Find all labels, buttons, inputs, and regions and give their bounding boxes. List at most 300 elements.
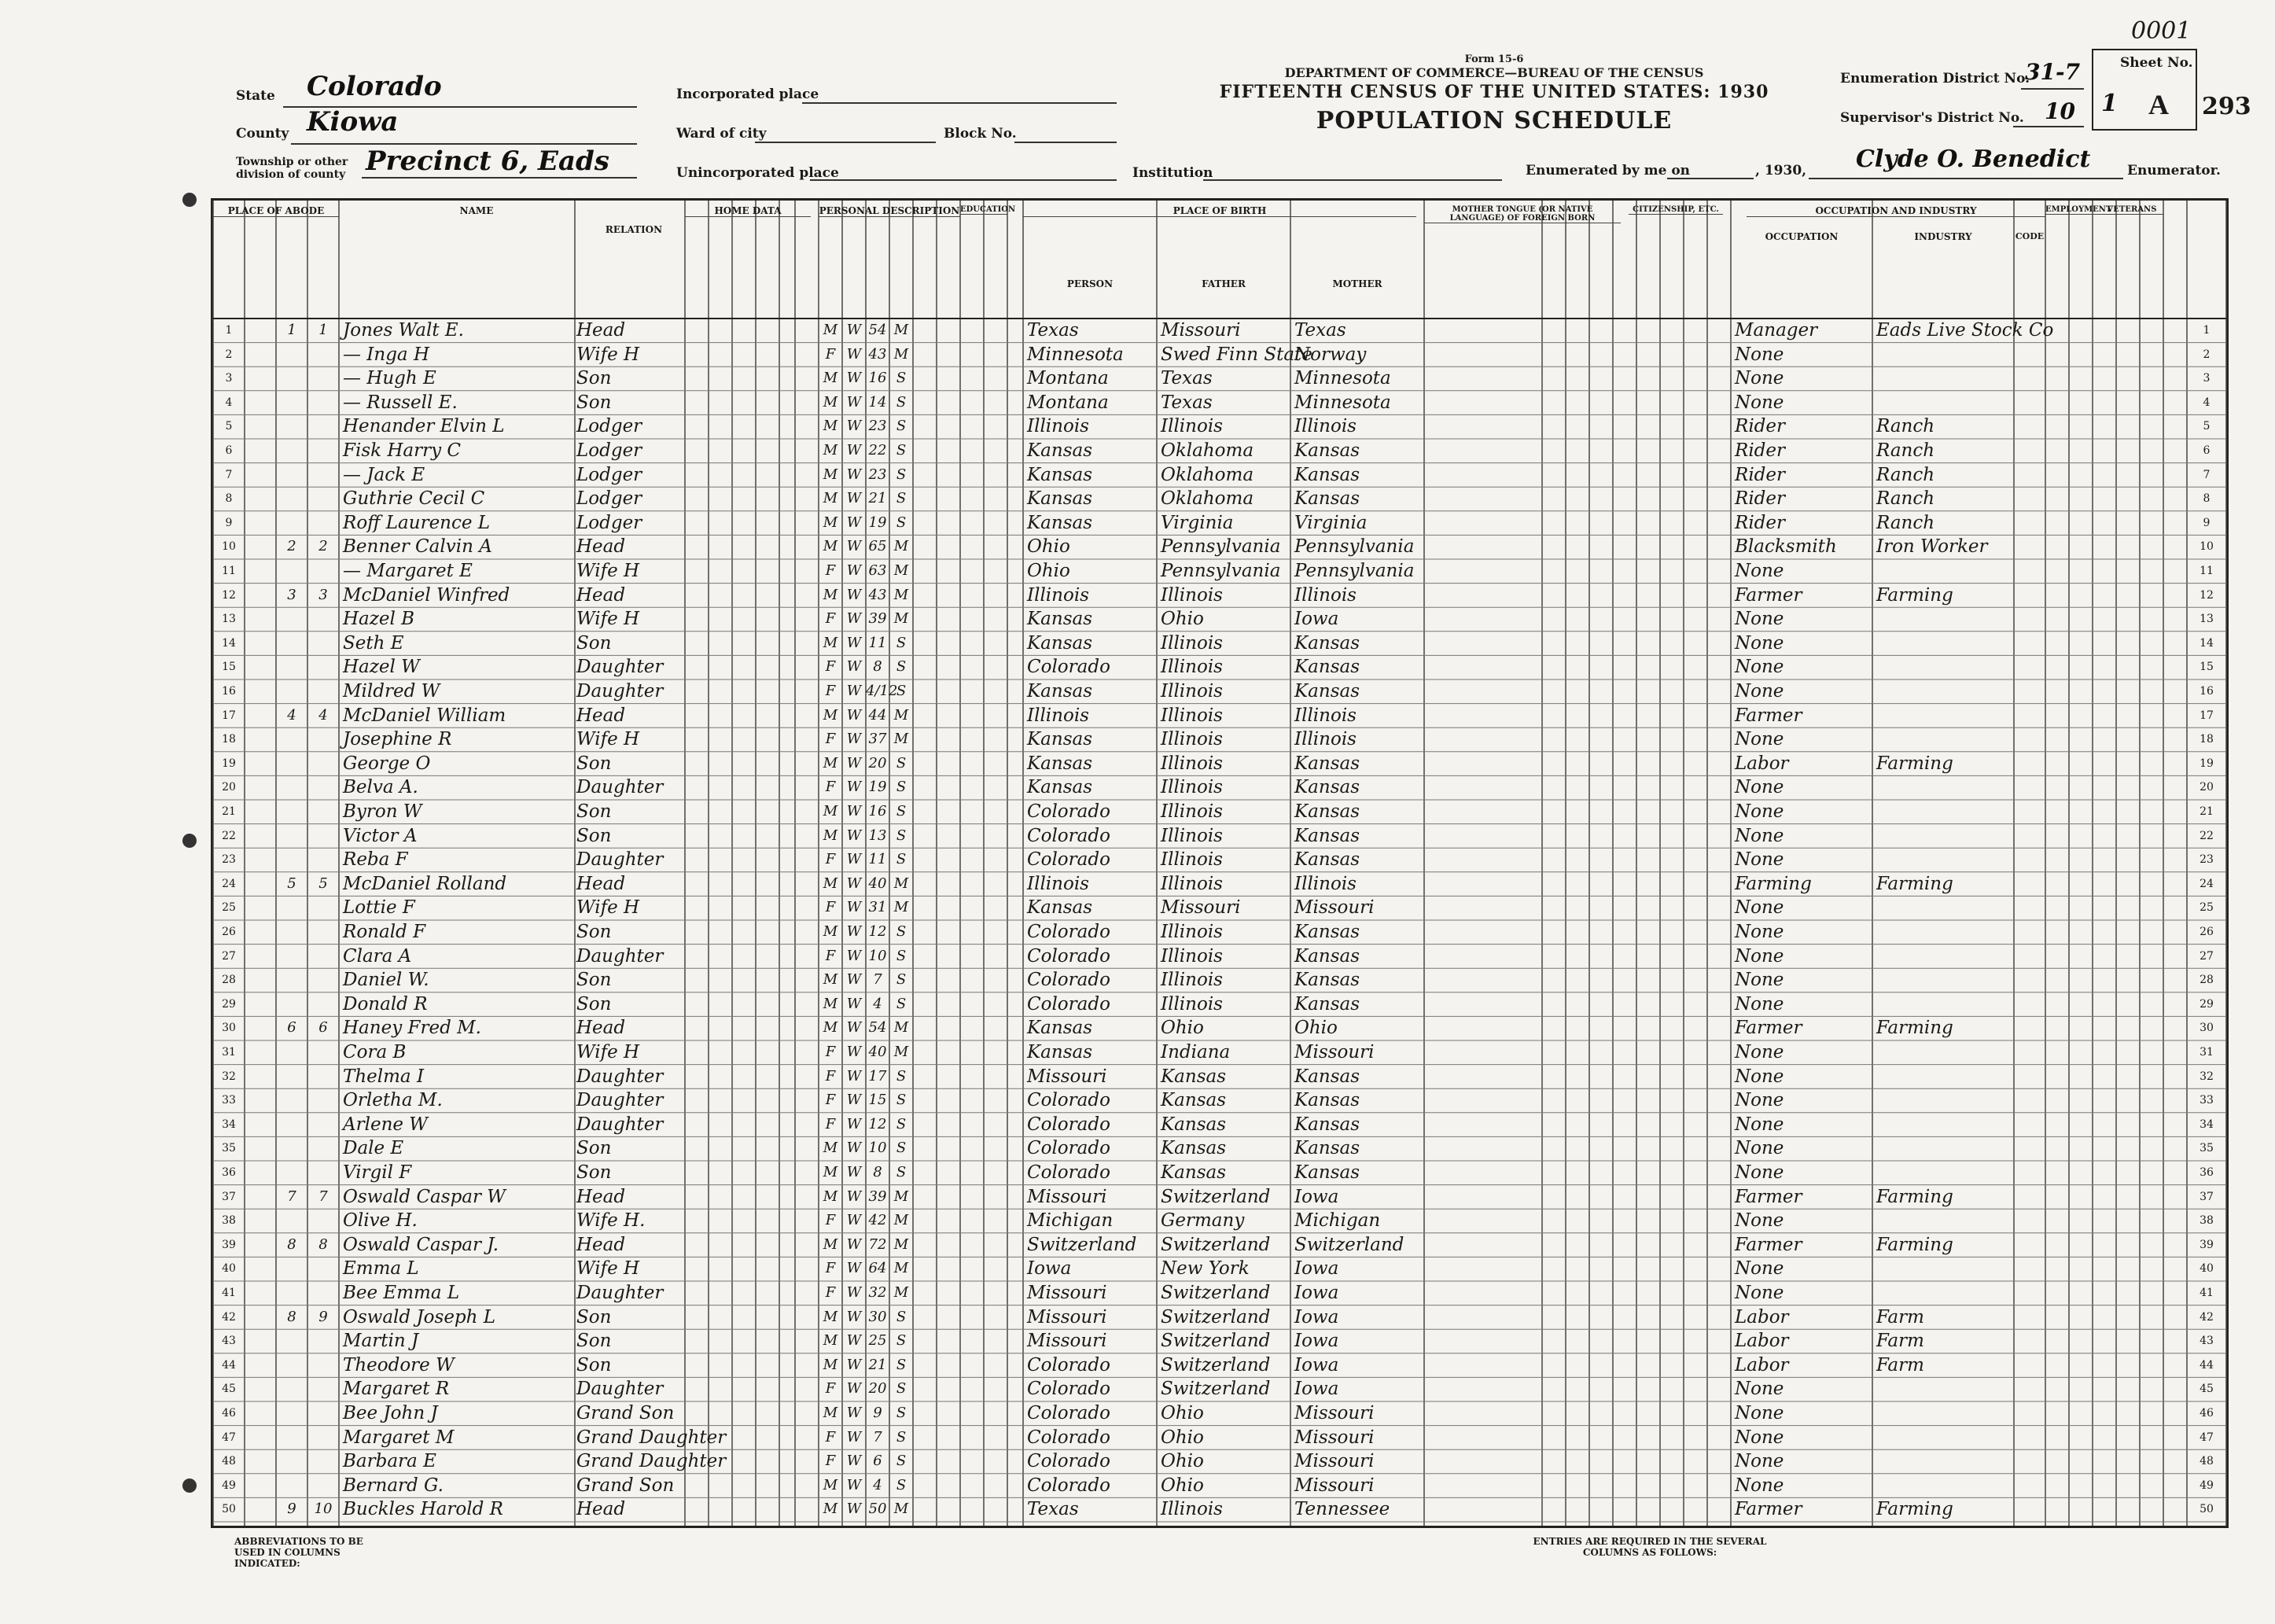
- birthplace-mother: Iowa: [1294, 1306, 1339, 1328]
- marital-status: S: [896, 370, 907, 387]
- occupation: Labor: [1735, 1354, 1789, 1375]
- marital-status: S: [896, 803, 907, 819]
- relation: Grand Daughter: [576, 1451, 727, 1472]
- relation: Head: [576, 320, 626, 341]
- birthplace-father: Illinois: [1161, 584, 1223, 606]
- state-value: Colorado: [307, 71, 442, 102]
- age: 65: [868, 538, 887, 555]
- marital-status: S: [896, 779, 907, 796]
- family-number: 1: [318, 322, 328, 338]
- birthplace-mother: Kansas: [1294, 801, 1360, 822]
- birthplace-father: Illinois: [1161, 993, 1223, 1015]
- marital-status: S: [896, 995, 907, 1012]
- birthplace-person: Texas: [1027, 1499, 1079, 1520]
- age: 4/12: [866, 683, 898, 699]
- person-name: Belva A.: [343, 777, 418, 798]
- marital-status: S: [896, 466, 907, 483]
- age: 50: [868, 1501, 887, 1518]
- marital-status: S: [896, 418, 907, 435]
- punch-hole: [182, 834, 197, 848]
- person-name: Bee Emma L: [343, 1283, 460, 1303]
- sex: F: [825, 1260, 836, 1277]
- stamp-number: 0001: [2131, 17, 2192, 45]
- birthplace-person: Missouri: [1027, 1306, 1107, 1328]
- relation: Head: [576, 536, 626, 558]
- race: W: [846, 538, 862, 555]
- age: 4: [873, 995, 882, 1012]
- row-number-left: 33: [222, 1094, 236, 1107]
- row-number: 10: [2200, 540, 2214, 554]
- row-number: 33: [2200, 1094, 2214, 1107]
- industry: Farm: [1876, 1354, 1924, 1375]
- age: 16: [868, 370, 887, 387]
- sex: M: [823, 1019, 838, 1037]
- race: W: [846, 706, 862, 724]
- race: W: [846, 1501, 862, 1518]
- family-number: 10: [314, 1501, 333, 1518]
- birthplace-mother: Illinois: [1294, 705, 1357, 726]
- race: W: [846, 1260, 862, 1277]
- sex: F: [825, 899, 836, 916]
- industry: Eads Live Stock Co: [1876, 320, 2054, 341]
- age: 64: [868, 1260, 887, 1277]
- race: W: [846, 1188, 862, 1205]
- birthplace-person: Montana: [1027, 392, 1109, 413]
- birthplace-father: Pennsylvania: [1161, 561, 1281, 581]
- relation: Grand Son: [576, 1403, 675, 1423]
- row-number-left: 10: [222, 540, 236, 554]
- occupation: None: [1735, 777, 1784, 798]
- group-birth: PLACE OF BIRTH: [1023, 205, 1416, 217]
- colhead-industry: INDUSTRY: [1914, 231, 1972, 242]
- sex: M: [823, 995, 838, 1012]
- birthplace-mother: Illinois: [1294, 584, 1357, 606]
- birthplace-father: Oklahoma: [1161, 440, 1254, 461]
- relation: Son: [576, 1306, 612, 1328]
- age: 54: [868, 1019, 887, 1037]
- row-number: 36: [2200, 1166, 2214, 1179]
- age: 30: [868, 1308, 887, 1325]
- row-number-left: 50: [222, 1503, 236, 1516]
- family-number: 5: [318, 875, 328, 892]
- relation: Daughter: [576, 1090, 664, 1111]
- dwelling-number: 8: [287, 1308, 296, 1325]
- row-number: 43: [2200, 1335, 2214, 1348]
- birthplace-father: Switzerland: [1161, 1379, 1271, 1400]
- colhead-father: FATHER: [1202, 278, 1246, 289]
- row-number: 6: [2203, 444, 2211, 457]
- marital-status: M: [893, 322, 909, 338]
- birthplace-person: Texas: [1027, 320, 1079, 341]
- birthplace-person: Colorado: [1027, 849, 1110, 871]
- occupation: None: [1735, 945, 1784, 967]
- row-number: 32: [2200, 1070, 2214, 1083]
- relation: Lodger: [576, 512, 642, 533]
- row-number-left: 4: [225, 396, 233, 409]
- birthplace-person: Colorado: [1027, 922, 1110, 942]
- birthplace-father: Oklahoma: [1161, 488, 1254, 510]
- person-name: — Jack E: [343, 464, 425, 485]
- person-name: Donald R: [343, 993, 428, 1015]
- group-name: NAME: [459, 205, 494, 216]
- occupation: None: [1735, 1258, 1784, 1280]
- sex: M: [823, 1140, 838, 1157]
- birthplace-mother: Iowa: [1294, 1379, 1339, 1400]
- birthplace-person: Colorado: [1027, 1162, 1110, 1183]
- family-number: 2: [318, 538, 328, 555]
- enumerator-name: Clyde O. Benedict: [1856, 145, 2091, 173]
- row-number: 30: [2200, 1022, 2214, 1035]
- sex: M: [823, 827, 838, 844]
- row-number-left: 31: [222, 1046, 236, 1059]
- birthplace-father: Missouri: [1161, 897, 1241, 919]
- race: W: [846, 466, 862, 483]
- row-number-left: 38: [222, 1214, 236, 1228]
- relation: Son: [576, 801, 612, 822]
- row-number-left: 40: [222, 1262, 236, 1276]
- family-number: 4: [318, 706, 328, 724]
- row-number: 39: [2200, 1238, 2214, 1251]
- race: W: [846, 610, 862, 628]
- person-name: Barbara E: [343, 1451, 436, 1472]
- marital-status: S: [896, 1405, 907, 1421]
- sex: M: [823, 586, 838, 603]
- birthplace-father: Oklahoma: [1161, 464, 1254, 485]
- occupation: Rider: [1735, 416, 1786, 437]
- marital-status: M: [893, 1044, 909, 1060]
- birthplace-mother: Illinois: [1294, 873, 1357, 894]
- township-value: Precinct 6, Eads: [366, 145, 609, 177]
- row-number-left: 12: [222, 588, 236, 602]
- person-name: Hazel W: [343, 657, 420, 678]
- row-number: 11: [2200, 565, 2214, 577]
- sex: M: [823, 370, 838, 387]
- row-number: 31: [2200, 1046, 2214, 1059]
- age: 15: [868, 1092, 887, 1109]
- occupation: None: [1735, 897, 1784, 919]
- marital-status: S: [896, 827, 907, 844]
- marital-status: S: [896, 971, 907, 989]
- birthplace-father: Kansas: [1161, 1138, 1227, 1159]
- person-name: Benner Calvin A: [343, 536, 492, 558]
- occupation: None: [1735, 1114, 1784, 1135]
- group-tongue: MOTHER TONGUE (OR NATIVE LANGUAGE) OF FOREIGN BORN: [1424, 205, 1621, 223]
- row-number-left: 6: [225, 444, 233, 457]
- row-number: 7: [2203, 468, 2211, 481]
- sex: F: [825, 1067, 836, 1085]
- birthplace-person: Colorado: [1027, 1114, 1110, 1135]
- age: 43: [868, 586, 887, 603]
- ward-label: Ward of city: [676, 126, 767, 142]
- relation: Son: [576, 392, 612, 413]
- sex: M: [823, 706, 838, 724]
- row-number-left: 34: [222, 1118, 236, 1131]
- birthplace-person: Kansas: [1027, 777, 1093, 798]
- sex: M: [823, 322, 838, 338]
- row-number: 46: [2200, 1407, 2214, 1420]
- age: 19: [868, 779, 887, 796]
- industry: Farm: [1876, 1306, 1924, 1328]
- sheet-number: 1: [2101, 90, 2118, 117]
- birthplace-father: Illinois: [1161, 416, 1223, 437]
- group-citizenship: CITIZENSHIP, ETC.: [1629, 205, 1723, 215]
- schedule-title: POPULATION SCHEDULE: [1316, 107, 1673, 134]
- occupation: None: [1735, 1379, 1784, 1400]
- row-number-left: 26: [222, 926, 236, 938]
- birthplace-mother: Virginia: [1294, 512, 1368, 533]
- relation: Daughter: [576, 1283, 664, 1303]
- age: 22: [868, 442, 887, 458]
- birthplace-person: Kansas: [1027, 632, 1093, 654]
- person-name: Guthrie Cecil C: [343, 488, 485, 510]
- row-number: 25: [2200, 901, 2214, 915]
- birthplace-person: Missouri: [1027, 1066, 1107, 1087]
- race: W: [846, 875, 862, 892]
- sex: F: [825, 1044, 836, 1060]
- age: 32: [868, 1284, 887, 1301]
- row-number-left: 42: [222, 1310, 236, 1324]
- row-number-left: 37: [222, 1190, 236, 1203]
- race: W: [846, 971, 862, 989]
- birthplace-father: Illinois: [1161, 873, 1223, 894]
- birthplace-mother: Switzerland: [1294, 1234, 1404, 1255]
- row-number: 5: [2203, 420, 2211, 433]
- marital-status: M: [893, 610, 909, 628]
- row-number: 40: [2200, 1262, 2214, 1276]
- birthplace-person: Colorado: [1027, 993, 1110, 1015]
- marital-status: S: [896, 1308, 907, 1325]
- occupation: None: [1735, 825, 1784, 846]
- industry: Ranch: [1876, 488, 1935, 510]
- birthplace-father: Kansas: [1161, 1090, 1227, 1111]
- marital-status: S: [896, 754, 907, 771]
- age: 21: [868, 1356, 887, 1373]
- birthplace-person: Illinois: [1027, 416, 1089, 437]
- industry: Iron Worker: [1876, 536, 1988, 558]
- relation: Lodger: [576, 440, 642, 461]
- birthplace-mother: Missouri: [1294, 1042, 1375, 1062]
- birthplace-father: Kansas: [1161, 1162, 1227, 1183]
- sex: M: [823, 1235, 838, 1253]
- birthplace-father: Illinois: [1161, 681, 1223, 702]
- birthplace-father: Missouri: [1161, 320, 1241, 341]
- row-number-left: 23: [222, 853, 236, 867]
- birthplace-father: Illinois: [1161, 705, 1223, 726]
- punch-hole: [182, 1479, 197, 1493]
- marital-status: S: [896, 1067, 907, 1085]
- birthplace-person: Colorado: [1027, 1451, 1110, 1472]
- relation: Daughter: [576, 945, 664, 967]
- age: 7: [873, 1428, 882, 1445]
- birthplace-father: Ohio: [1161, 1475, 1204, 1496]
- person-name: Bernard G.: [343, 1475, 444, 1496]
- person-name: Cora B: [343, 1042, 407, 1062]
- birthplace-father: Texas: [1161, 368, 1213, 389]
- relation: Head: [576, 1499, 626, 1520]
- race: W: [846, 1476, 862, 1493]
- relation: Son: [576, 1138, 612, 1159]
- age: 17: [868, 1067, 887, 1085]
- marital-status: S: [896, 683, 907, 699]
- row-number: 2: [2203, 348, 2211, 361]
- marital-status: M: [893, 562, 909, 579]
- relation: Son: [576, 1354, 612, 1375]
- race: W: [846, 1332, 862, 1350]
- person-name: Mildred W: [343, 681, 440, 702]
- industry: Farming: [1876, 873, 1953, 894]
- industry: Ranch: [1876, 464, 1935, 485]
- marital-status: M: [893, 1501, 909, 1518]
- footer: [211, 1530, 2224, 1604]
- sex: F: [825, 1284, 836, 1301]
- person-name: Thelma I: [343, 1066, 425, 1087]
- birthplace-father: Illinois: [1161, 753, 1223, 774]
- relation: Lodger: [576, 464, 642, 485]
- row-number-left: 35: [222, 1142, 236, 1155]
- person-name: Reba F: [343, 849, 408, 871]
- sex: M: [823, 1405, 838, 1421]
- race: W: [846, 322, 862, 338]
- marital-status: S: [896, 1092, 907, 1109]
- occupation: None: [1735, 993, 1784, 1015]
- birthplace-person: Colorado: [1027, 801, 1110, 822]
- person-name: Oswald Caspar W: [343, 1186, 506, 1207]
- row-number-left: 43: [222, 1335, 236, 1348]
- row-number: 34: [2200, 1118, 2214, 1131]
- occupation: None: [1735, 970, 1784, 991]
- marital-status: S: [896, 1115, 907, 1132]
- occupation: Rider: [1735, 488, 1786, 510]
- sex: M: [823, 418, 838, 435]
- occupation: None: [1735, 1403, 1784, 1423]
- birthplace-mother: Kansas: [1294, 1138, 1360, 1159]
- row-number-left: 5: [225, 420, 233, 433]
- race: W: [846, 490, 862, 507]
- abbrev-title: ABBREVIATIONS TO BE USED IN COLUMNS INDICATED:: [234, 1536, 363, 1569]
- occupation: None: [1735, 1090, 1784, 1111]
- family-number: 3: [318, 586, 328, 603]
- person-name: Martin J: [343, 1331, 419, 1352]
- race: W: [846, 634, 862, 651]
- row-number: 17: [2200, 709, 2214, 722]
- person-name: McDaniel Rolland: [343, 873, 507, 894]
- dwelling-number: 8: [287, 1235, 296, 1253]
- race: W: [846, 418, 862, 435]
- industry: Farming: [1876, 1499, 1953, 1520]
- relation: Son: [576, 1162, 612, 1183]
- occupation: None: [1735, 922, 1784, 942]
- group-education: EDUCATION: [960, 205, 1016, 214]
- colhead-occupation: OCCUPATION: [1765, 231, 1839, 242]
- row-number: 19: [2200, 757, 2214, 770]
- group-home: HOME DATA: [685, 205, 811, 217]
- birthplace-person: Colorado: [1027, 1090, 1110, 1111]
- row-number: 26: [2200, 926, 2214, 938]
- relation: Lodger: [576, 488, 642, 510]
- birthplace-mother: Kansas: [1294, 922, 1360, 942]
- population-grid: [211, 198, 2229, 1528]
- birthplace-father: Virginia: [1161, 512, 1234, 533]
- marital-status: M: [893, 1260, 909, 1277]
- sex: F: [825, 610, 836, 628]
- person-name: Daniel W.: [343, 970, 429, 991]
- occupation: None: [1735, 561, 1784, 581]
- birthplace-mother: Kansas: [1294, 825, 1360, 846]
- race: W: [846, 827, 862, 844]
- race: W: [846, 1019, 862, 1037]
- family-number: 6: [318, 1019, 328, 1037]
- row-number-left: 41: [222, 1287, 236, 1299]
- occupation: None: [1735, 681, 1784, 702]
- occupation: Labor: [1735, 753, 1789, 774]
- relation: Daughter: [576, 1379, 664, 1400]
- race: W: [846, 1428, 862, 1445]
- sex: M: [823, 393, 838, 411]
- birthplace-mother: Missouri: [1294, 1403, 1375, 1423]
- occupation: Farmer: [1735, 1499, 1802, 1520]
- person-name: McDaniel Winfred: [343, 584, 510, 606]
- birthplace-person: Colorado: [1027, 945, 1110, 967]
- row-number-left: 14: [222, 636, 236, 650]
- birthplace-person: Ohio: [1027, 561, 1070, 581]
- birthplace-person: Kansas: [1027, 1018, 1093, 1039]
- title-block: [1101, 53, 1887, 134]
- relation: Head: [576, 1186, 626, 1207]
- row-number-left: 27: [222, 949, 236, 963]
- marital-status: S: [896, 1380, 907, 1398]
- birthplace-mother: Michigan: [1294, 1210, 1381, 1232]
- person-name: — Hugh E: [343, 368, 436, 389]
- birthplace-person: Colorado: [1027, 825, 1110, 846]
- age: 11: [868, 851, 887, 868]
- marital-status: S: [896, 1476, 907, 1493]
- birthplace-person: Colorado: [1027, 1138, 1110, 1159]
- row-number-left: 17: [222, 709, 236, 722]
- person-name: Clara A: [343, 945, 412, 967]
- relation: Lodger: [576, 416, 642, 437]
- sex: M: [823, 1476, 838, 1493]
- row-number: 45: [2200, 1383, 2214, 1396]
- person-name: Dale E: [343, 1138, 404, 1159]
- birthplace-person: Colorado: [1027, 970, 1110, 991]
- birthplace-person: Colorado: [1027, 1403, 1110, 1423]
- sex: F: [825, 731, 836, 748]
- person-name: — Inga H: [343, 344, 430, 365]
- birthplace-mother: Kansas: [1294, 970, 1360, 991]
- birthplace-mother: Ohio: [1294, 1018, 1338, 1039]
- race: W: [846, 1164, 862, 1180]
- person-name: Oswald Joseph L: [343, 1306, 496, 1328]
- sex: M: [823, 1164, 838, 1180]
- group-personal: PERSONAL DESCRIPTION: [819, 205, 960, 216]
- birthplace-father: Illinois: [1161, 729, 1223, 750]
- enumerated-by-label: Enumerated by me on: [1526, 163, 1691, 179]
- row-number-left: 7: [225, 468, 233, 481]
- county-label: County: [236, 126, 289, 142]
- marital-status: S: [896, 393, 907, 411]
- race: W: [846, 851, 862, 868]
- enumeration-district-label: Enumeration District No.: [1840, 71, 2030, 87]
- row-number-left: 8: [225, 492, 233, 506]
- relation: Son: [576, 922, 612, 942]
- person-name: Hazel B: [343, 609, 415, 630]
- relation: Head: [576, 1018, 626, 1039]
- age: 19: [868, 514, 887, 531]
- race: W: [846, 1308, 862, 1325]
- birthplace-person: Kansas: [1027, 488, 1093, 510]
- row-number-left: 16: [222, 685, 236, 698]
- birthplace-person: Iowa: [1027, 1258, 1072, 1280]
